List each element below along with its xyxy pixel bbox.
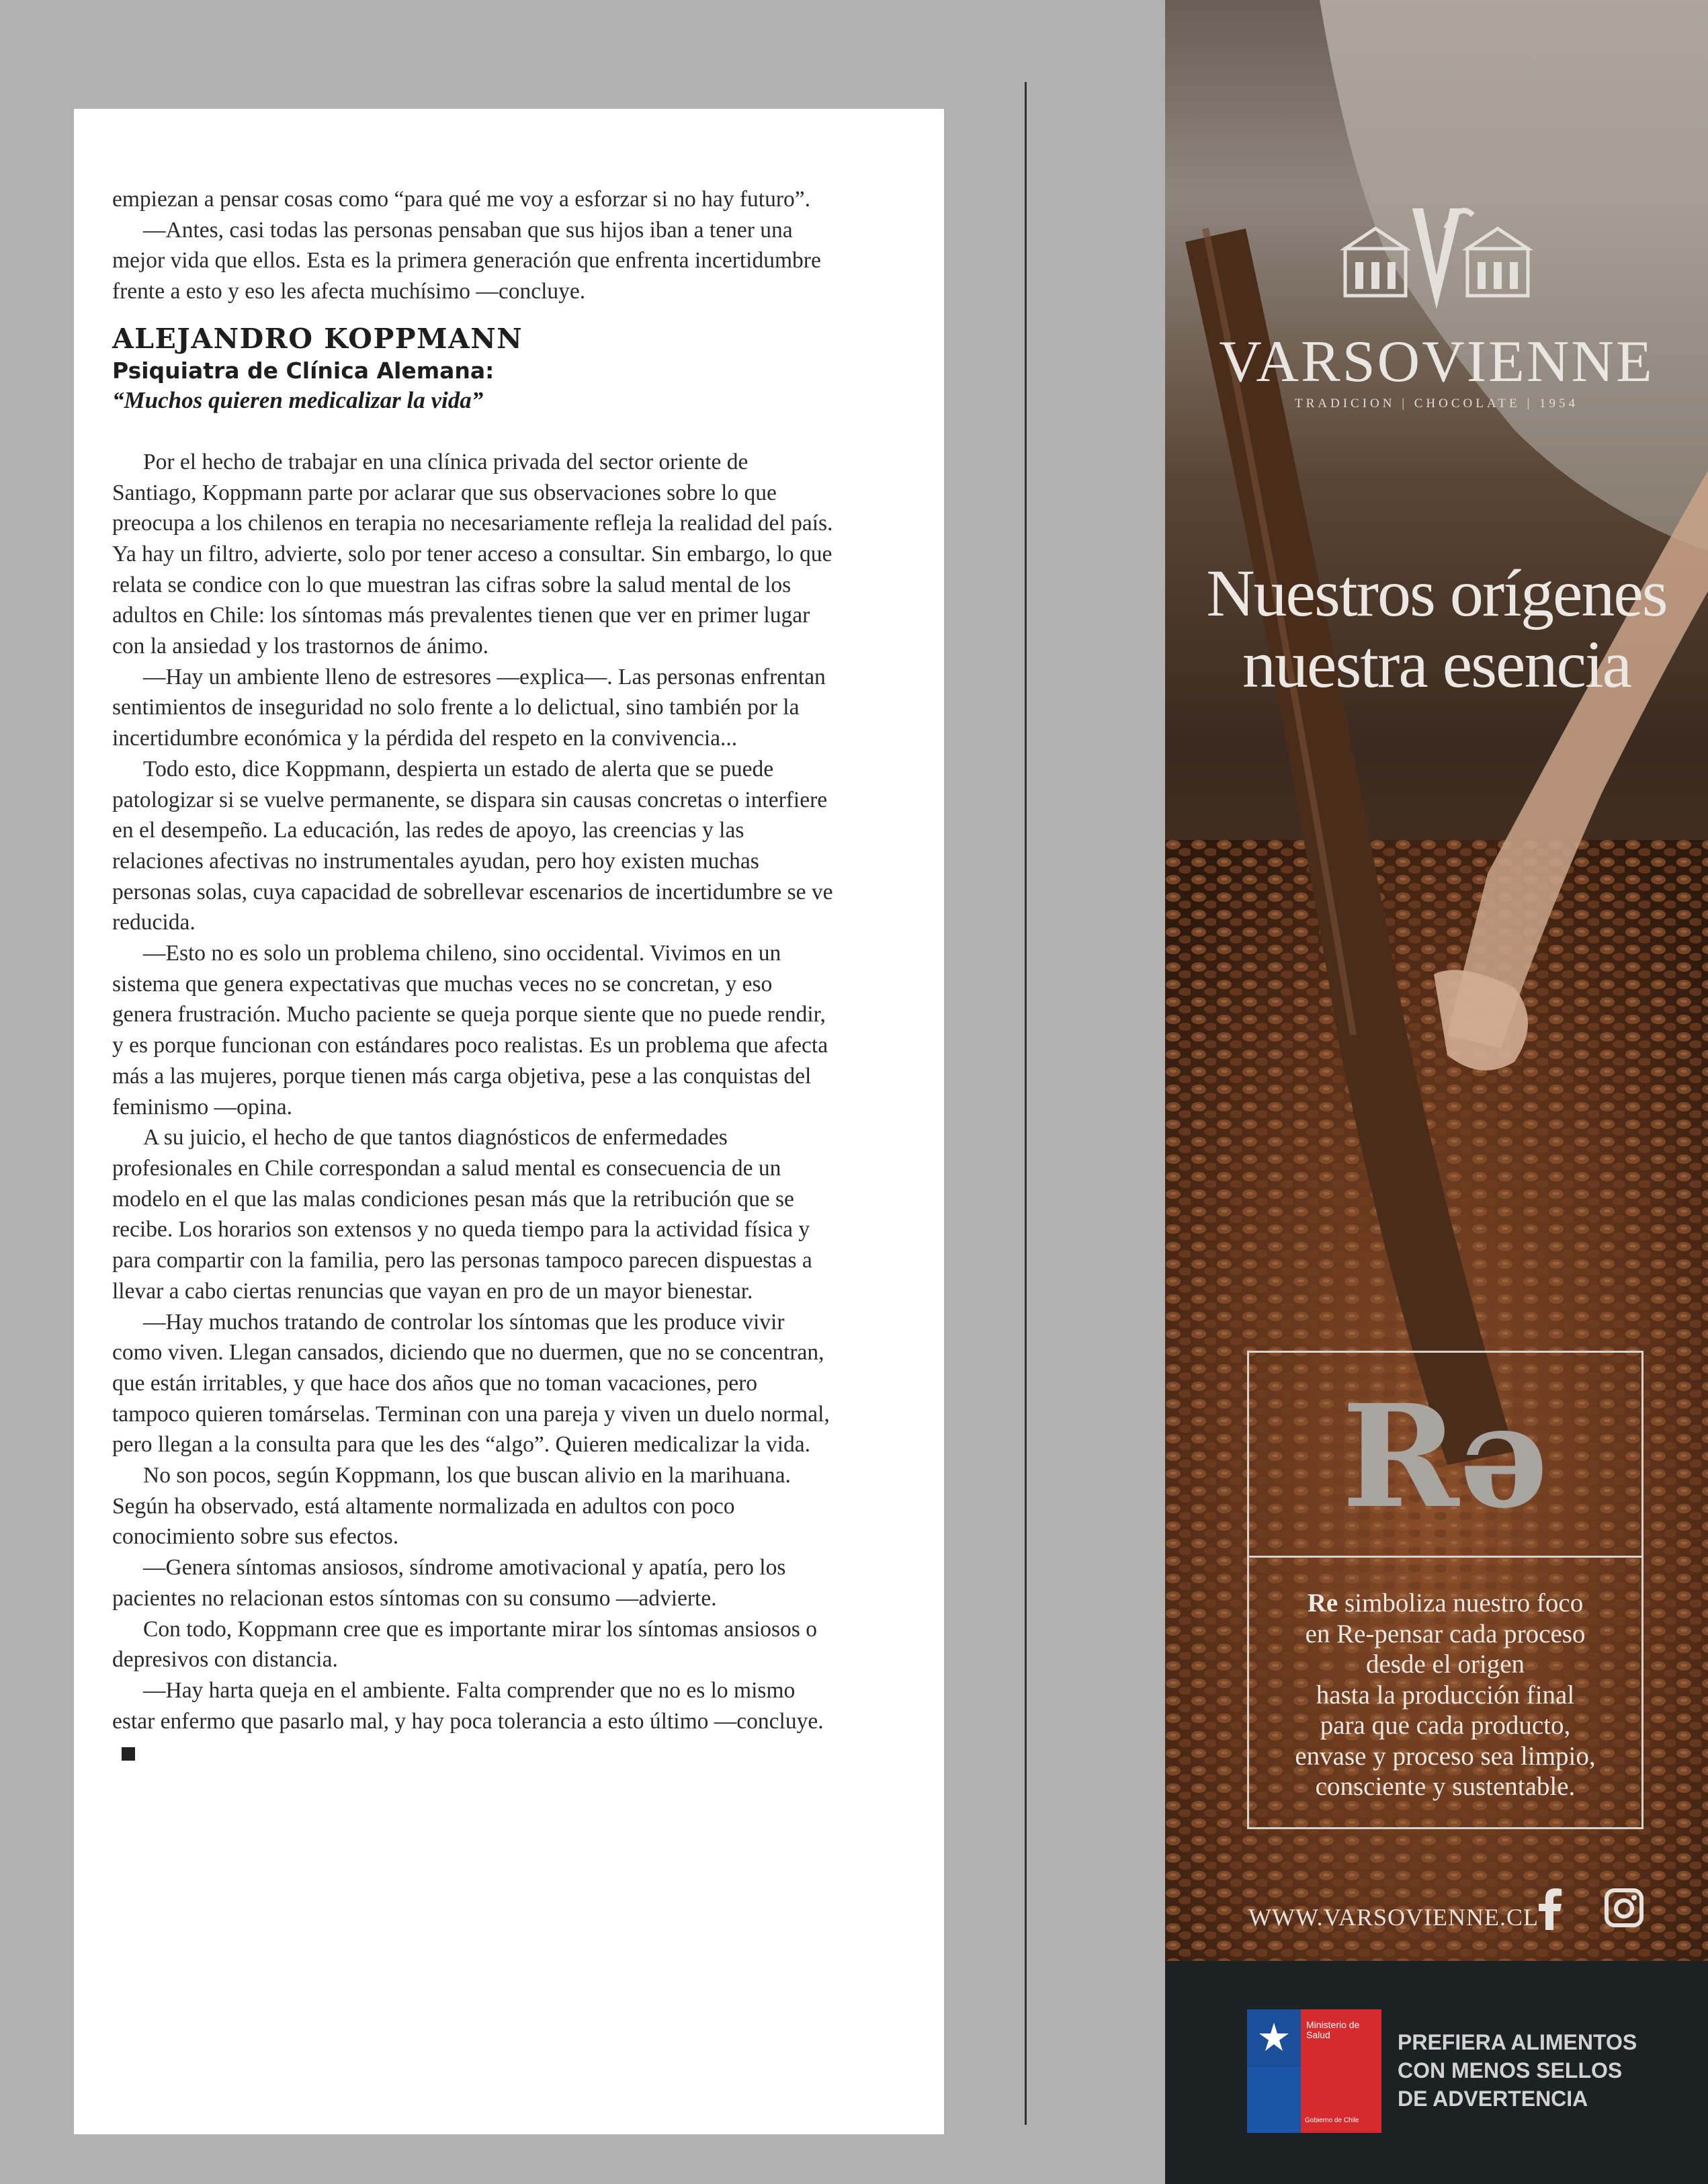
- brand-name: VARSOVIENNE: [1219, 329, 1654, 394]
- headline-line-1: Nuestros orígenes: [1206, 556, 1667, 630]
- ad-headline: [1165, 558, 1708, 700]
- instagram-icon[interactable]: [1605, 1888, 1643, 1927]
- re-description: [1249, 1588, 1641, 1802]
- article-page: [74, 109, 944, 2134]
- section-quote-title: “Muchos quieren medicalizar la vida”: [112, 386, 484, 413]
- ministry-label: Ministerio de Salud: [1306, 2019, 1360, 2040]
- advice-line-2: CON MENOS SELLOS: [1398, 2058, 1623, 2083]
- headline-line-2: nuestra esencia: [1242, 627, 1631, 702]
- re-line-4: hasta la producción final: [1316, 1680, 1575, 1710]
- varsovienne-logo-icon: [1332, 202, 1541, 316]
- health-advice: [1398, 2028, 1637, 2113]
- re-mark-panel: [1249, 1353, 1641, 1558]
- paragraph-7: No son pocos, según Koppmann, los que buscan alivio en la marihuana. Según ha observado, está altamente normalizada en adultos con poco conocimiento sobre sus efectos.: [112, 1463, 791, 1550]
- paragraph-9: Con todo, Koppmann cree que es importante mirar los síntomas ansiosos o depresivos con distancia.: [112, 1616, 817, 1673]
- re-bold-word: Re: [1307, 1589, 1338, 1618]
- health-warning-footer: [1165, 1961, 1708, 2184]
- intro-paragraph-2: —Antes, casi todas las personas pensaban que sus hijos iban a tener una mejor vida que ellos. Esta es la primera generación que enfrenta incertidumbre frente a esto y eso les afecta muchísimo —concluye.: [112, 217, 821, 304]
- varsovienne-ad: [1165, 0, 1708, 2184]
- re-line-5: para que cada producto,: [1320, 1711, 1571, 1740]
- paragraph-1: Por el hecho de trabajar en una clínica privada del sector oriente de Santiago, Koppmann parte por aclarar que sus observaciones sobre lo que preocupa a los chilenos en terapia no necesariamente refleja la realidad del país. Ya hay un filtro, advierte, solo por tener acceso a consultar. Sin embargo, lo que relata se condice con lo que muestran las cifras sobre la salud mental de los adultos en Chile: los síntomas más prevalentes tienen que ver en primer lugar con la ansiedad y los trastornos de ánimo.: [112, 449, 833, 659]
- author-name: ALEJANDRO KOPPMANN: [112, 322, 523, 355]
- advice-line-1: PREFIERA ALIMENTOS: [1398, 2030, 1637, 2054]
- re-line-2: en Re-pensar cada proceso: [1305, 1619, 1586, 1648]
- re-info-box: [1247, 1351, 1643, 1829]
- author-role: Psiquiatra de Clínica Alemana:: [112, 357, 495, 384]
- paragraph-2: —Hay un ambiente lleno de estresores —explica—. Las personas enfrentan sentimientos de inseguridad no solo frente a lo delictual, sino también por la incertidumbre económica y la pérdida del respeto en la convivencia...: [112, 664, 826, 751]
- coat-of-arms-icon: [1256, 2020, 1291, 2055]
- re-line-6: envase y proceso sea limpio,: [1295, 1741, 1596, 1771]
- government-label: Gobierno de Chile: [1305, 2117, 1359, 2124]
- website-link[interactable]: WWW.VARSOVIENNE.CL: [1248, 1904, 1539, 1931]
- paragraph-10-text: —Hay harta queja en el ambiente. Falta comprender que no es lo mismo estar enfermo que pasarlo mal, y hay poca tolerancia a esto último —concluye.: [112, 1677, 824, 1734]
- re-logo-mark: Rə: [1341, 1374, 1549, 1540]
- paragraph-5: A su juicio, el hecho de que tantos diagnósticos de enfermedades profesionales en Chile correspondan a salud mental es consecuencia de un modelo en el que las malas condiciones pesan más que la retribución que se recibe. Los horarios son extensos y no queda tiempo para la actividad física y para compartir con la familia, pero las personas tampoco parecen dispuestas a llevar a cabo ciertas renuncias que vayan en pro de un mayor bienestar.: [112, 1125, 812, 1304]
- re-line-7: consciente y sustentable.: [1315, 1772, 1576, 1801]
- intro-paragraph-1: empiezan a pensar cosas como “para qué me voy a esforzar si no hay futuro”.: [112, 187, 810, 212]
- re-line-1: [1249, 1588, 1641, 1619]
- paragraph-6: —Hay muchos tratando de controlar los síntomas que les produce vivir como viven. Llegan cansados, diciendo que no duermen, que no se concentran, que están irritables, y que hace dos años que no toman vacaciones, pero tampoco quieren tomárselas. Terminan con una pareja y viven un duelo normal, pero llegan a la consulta para que les des “algo”. Quieren medicalizar la vida.: [112, 1309, 830, 1458]
- re-line-3: desde el origen: [1365, 1650, 1525, 1679]
- paragraph-8: —Genera síntomas ansiosos, síndrome amotivacional y apatía, pero los pacientes no relacionan estos síntomas con su consumo —advierte.: [112, 1555, 786, 1611]
- government-logo: [1247, 2009, 1381, 2133]
- facebook-icon[interactable]: [1535, 1888, 1564, 1930]
- column-divider: [1025, 82, 1027, 2125]
- paragraph-4: —Esto no es solo un problema chileno, sino occidental. Vivimos en un sistema que genera expectativas que muchas veces no se concretan, y eso genera frustración. Mucho paciente se queja porque siente que no puede rendir, y es porque funcionan con estándares poco realistas. Es un problema que afecta más a las mujeres, porque tienen más carga objetiva, pese a las conquistas del feminismo —opina.: [112, 941, 828, 1120]
- advice-line-3: DE ADVERTENCIA: [1398, 2087, 1588, 2111]
- article-body: [112, 184, 837, 1767]
- brand-tagline: TRADICION | CHOCOLATE | 1954: [1294, 396, 1579, 411]
- paragraph-10: [112, 1675, 837, 1767]
- re-line-1-text: simboliza nuestro foco: [1338, 1589, 1584, 1618]
- paragraph-3: Todo esto, dice Koppmann, despierta un estado de alerta que se puede patologizar si se vuelve permanente, se dispara sin causas concretas o interfiere en el desempeño. La educación, las redes de apoyo, las creencias y las relaciones afectivas no instrumentales ayudan, pero hoy existen muchas personas solas, cuya capacidad de sobrellevar escenarios de incertidumbre se ve reducida.: [112, 756, 833, 935]
- end-of-article-mark: [122, 1747, 135, 1761]
